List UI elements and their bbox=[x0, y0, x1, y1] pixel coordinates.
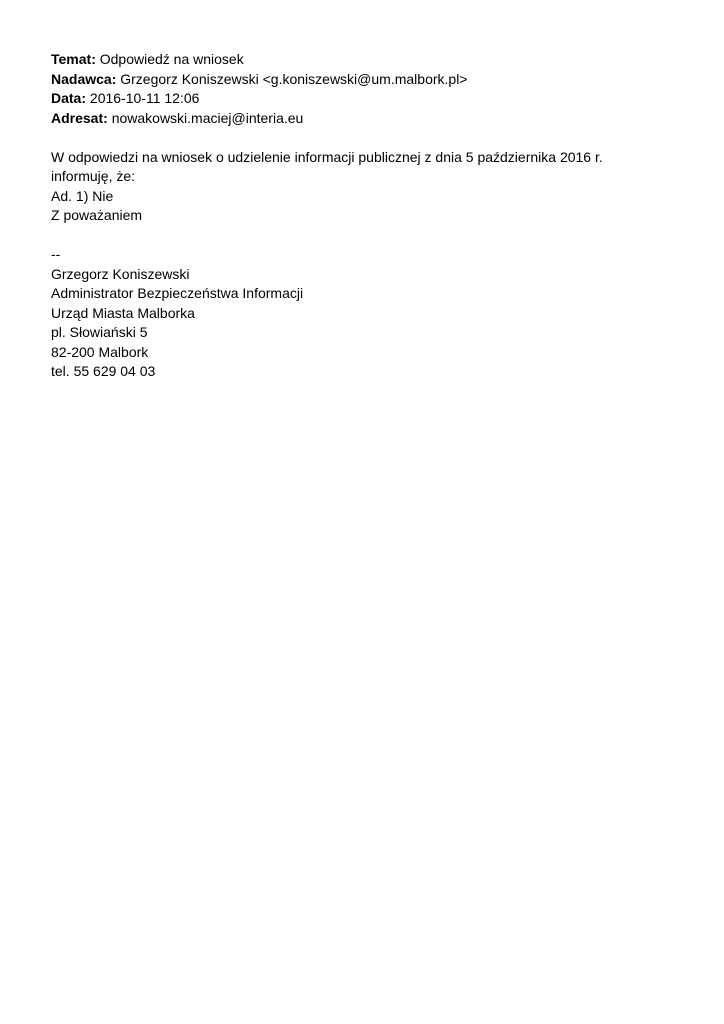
signature-city: 82-200 Malbork bbox=[51, 343, 149, 360]
spacer bbox=[51, 128, 691, 148]
subject-label: Temat: bbox=[51, 51, 96, 67]
body-line-2: informuję, że: bbox=[51, 168, 136, 184]
subject-value: Odpowiedź na wniosek bbox=[99, 51, 244, 67]
body-line-1: W odpowiedzi na wniosek o udzielenie informacji publicznej z dnia 5 października 2016 r. bbox=[51, 148, 603, 165]
to-row bbox=[51, 109, 691, 129]
subject-row bbox=[51, 50, 691, 70]
signature-title: Administrator Bezpieczeństwa Informacji bbox=[51, 285, 304, 301]
from-value: Grzegorz Koniszewski <g.koniszewski@um.malbork.pl> bbox=[120, 70, 468, 87]
spacer bbox=[51, 226, 691, 246]
from-row bbox=[51, 70, 691, 90]
to-label: Adresat: bbox=[51, 109, 108, 126]
body-line-3: Ad. 1) Nie bbox=[51, 187, 114, 204]
signature-phone: tel. 55 629 04 03 bbox=[51, 363, 156, 379]
closing-line: Z poważaniem bbox=[51, 207, 143, 223]
to-value: nowakowski.maciej@interia.eu bbox=[111, 109, 304, 126]
signature-office: Urząd Miasta Malborka bbox=[51, 304, 195, 321]
signature-street: pl. Słowiański 5 bbox=[51, 324, 148, 340]
date-row bbox=[51, 89, 691, 109]
date-value: 2016-10-11 12:06 bbox=[89, 90, 200, 106]
date-label: Data: bbox=[51, 90, 87, 106]
signature-name: Grzegorz Koniszewski bbox=[51, 265, 190, 282]
from-label: Nadawca: bbox=[51, 70, 117, 87]
email-document bbox=[51, 50, 691, 382]
signature-separator: -- bbox=[51, 246, 61, 262]
